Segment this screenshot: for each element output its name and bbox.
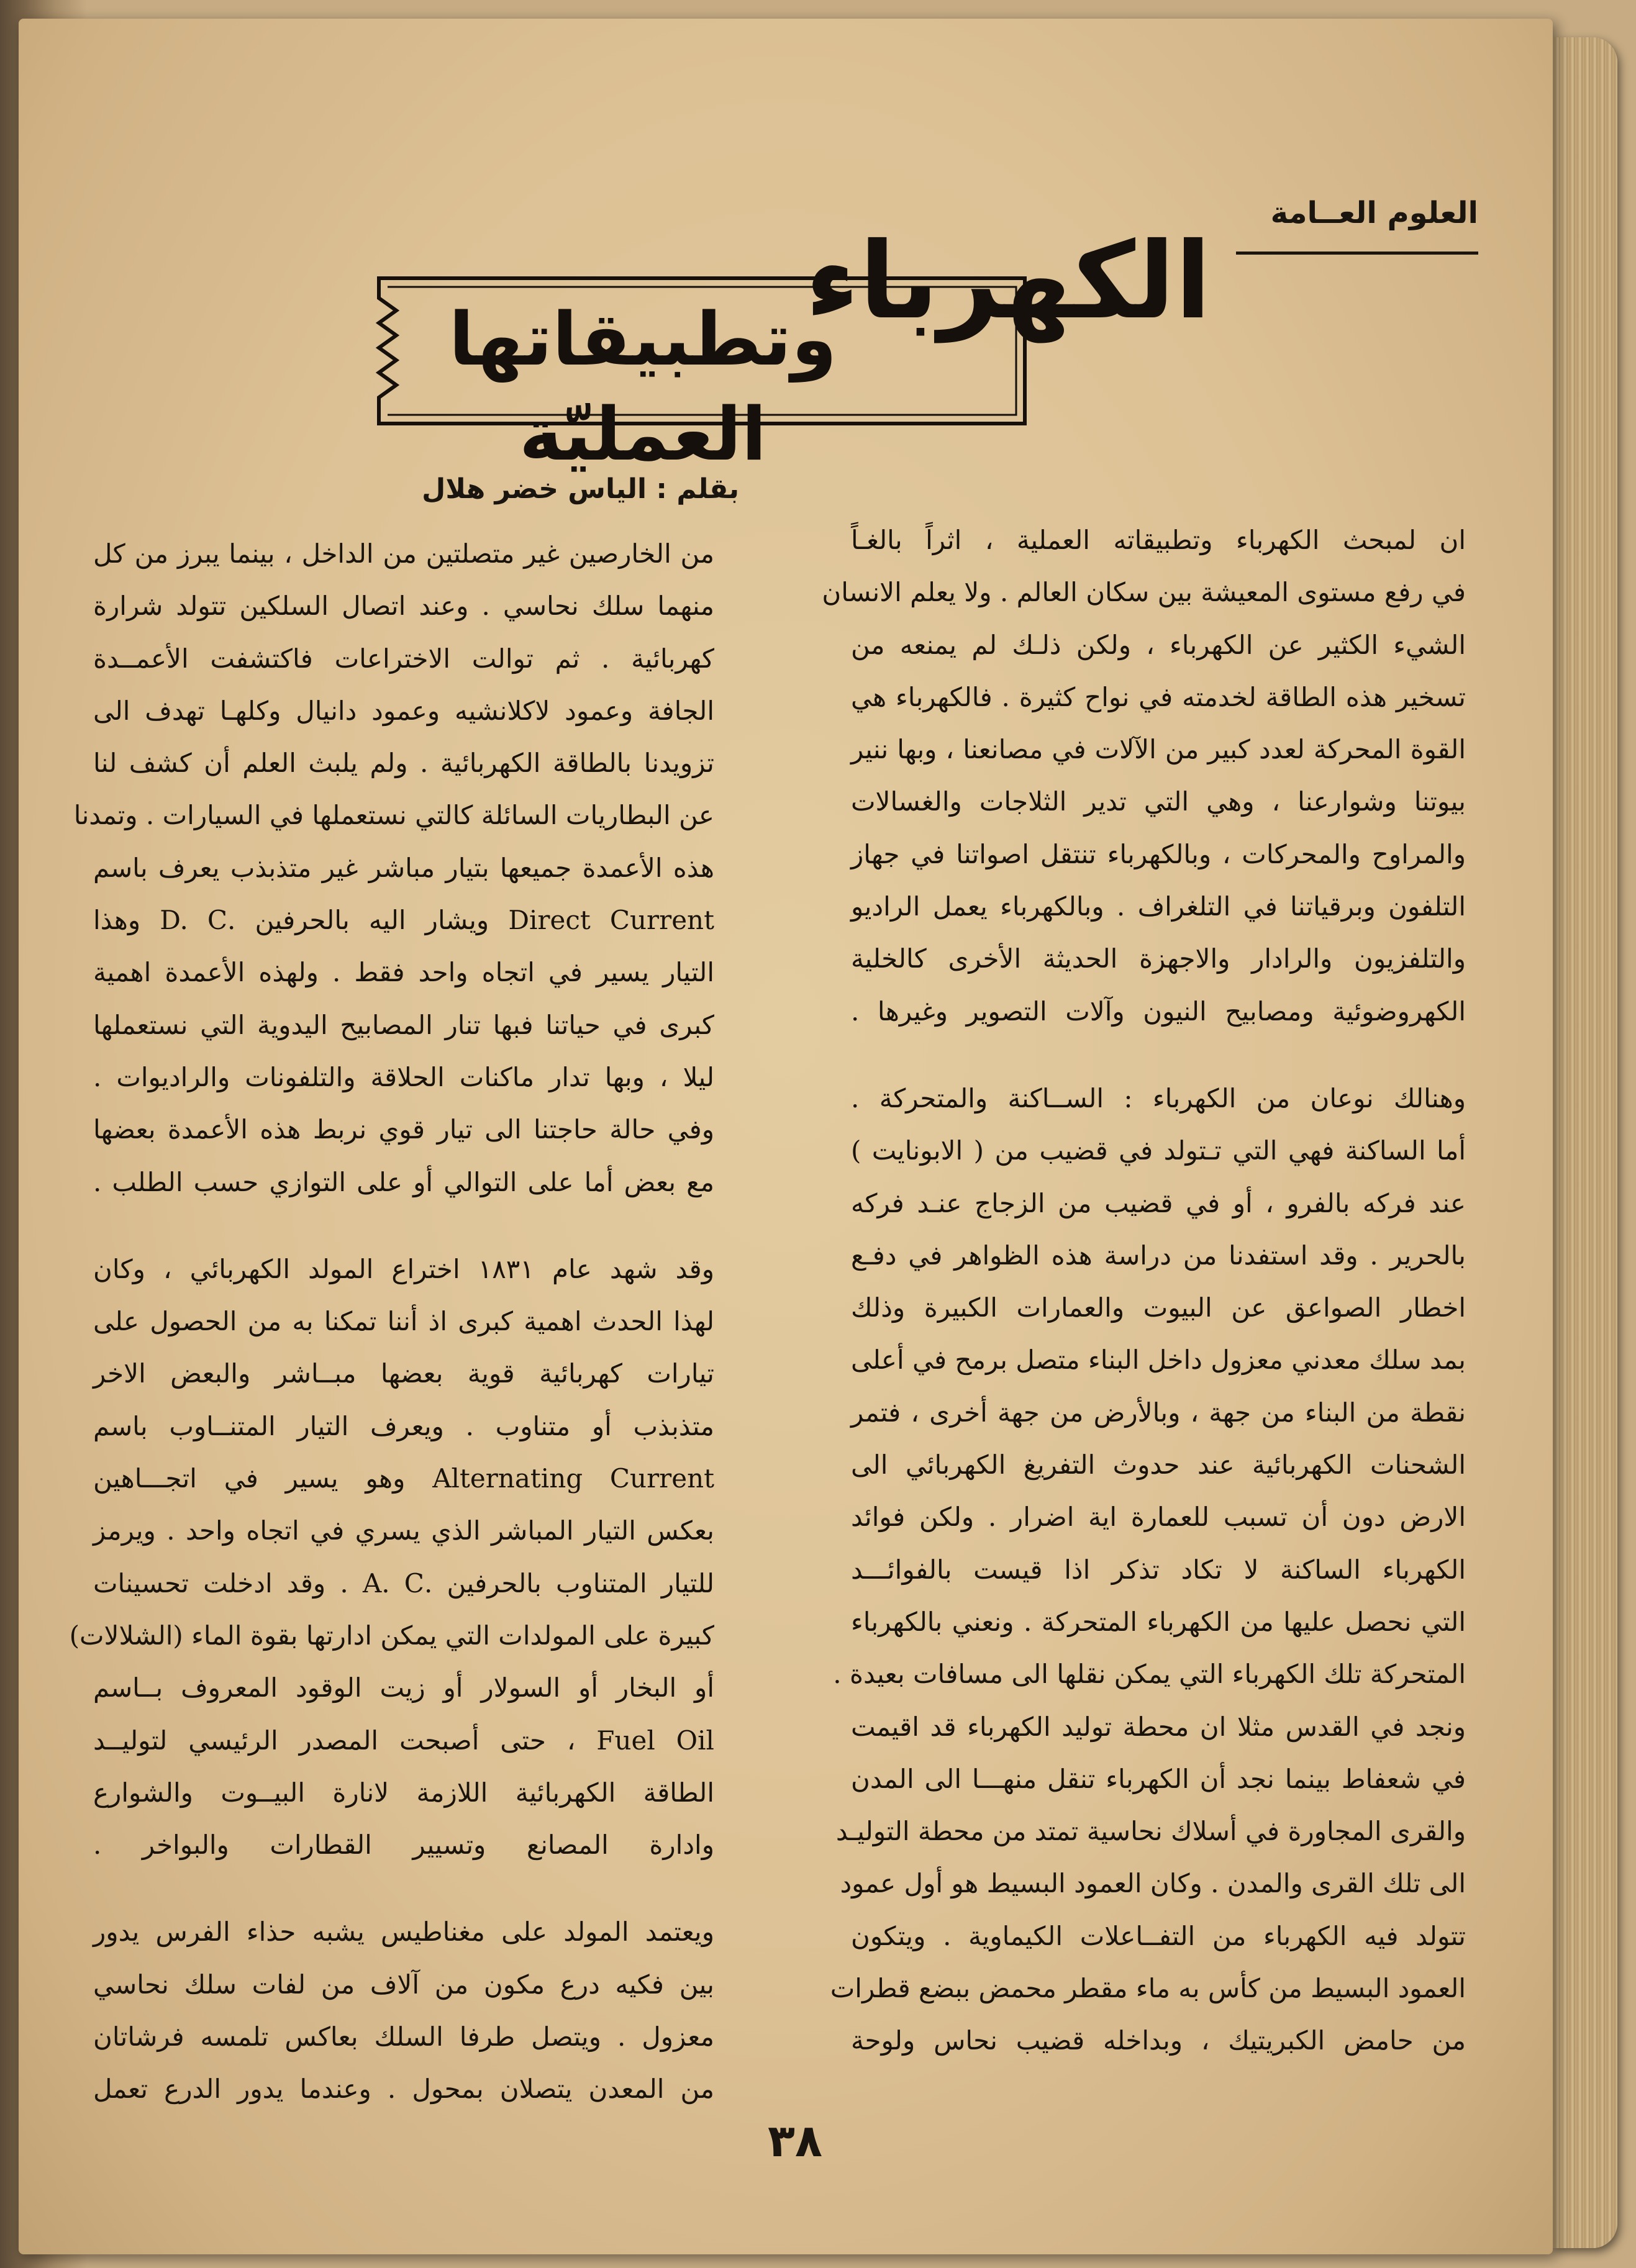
text-line: الجافة وعمود لاكلانشيه وعمود دانيال وكلهـا تهدف الى bbox=[93, 695, 714, 726]
text-line: للتيار المتناوب بالحرفين .A. C . وقد ادخلت تحسينات bbox=[93, 1567, 714, 1599]
text-line: تتولد فيه الكهرباء من التفــاعلات الكيماوية . ويتكون bbox=[851, 1920, 1466, 1951]
text-line: بالحرير . وقد استفدنا من دراسة هذه الظواهر في دفـع bbox=[851, 1240, 1466, 1271]
text-line: كبيرة على المولدات التي يمكن ادارتها بقوة الماء (الشلالات) bbox=[69, 1620, 714, 1651]
text-line: وقد شهد عام ١٨٣١ اختراع المولد الكهربائي ، وكان bbox=[93, 1253, 714, 1284]
text-line: القوة المحركة لعدد كبير من الآلات في مصانعنا ، وبها ننير bbox=[851, 734, 1466, 765]
text-line: كبرى في حياتنا فبها تنار المصابيح اليدوية التي نستعملها bbox=[93, 1009, 714, 1040]
text-line: اخطار الصواعق عن البيوت والعمارات الكبيرة وذلك bbox=[851, 1292, 1466, 1323]
text-line: الطاقة الكهربائية اللازمة لانارة البيــوت والشوارع bbox=[93, 1777, 714, 1808]
text-line: نقطة من البناء من جهة ، وبالأرض من جهة أخرى ، فتمر bbox=[851, 1397, 1466, 1428]
text-line: الشحنات الكهربائية عند حدوث التفريغ الكهربائي الى bbox=[851, 1449, 1466, 1481]
text-line: من الخارصين غير متصلتين من الداخل ، بينما يبرز من كل bbox=[93, 538, 714, 569]
paragraph-gap bbox=[93, 1209, 714, 1243]
page-number: ٣٨ bbox=[768, 2115, 822, 2167]
text-line: وهنالك نوعان من الكهرباء : الســاكنة والمتحركة . bbox=[851, 1082, 1466, 1114]
text-line: في شعفاط بينما نجد أن الكهرباء تنقل منهـــا الى المدن bbox=[851, 1763, 1466, 1794]
text-line: ان لمبحث الكهرباء وتطبيقاته العملية ، اثراً بالغـاً bbox=[851, 525, 1466, 555]
text-line: متذبذب أو متناوب . ويعرف التيار المتنــاوب باسم bbox=[93, 1410, 714, 1441]
text-line: في رفع مستوى المعيشة بين سكان العالم . ولا يعلم الانسان bbox=[822, 577, 1466, 608]
text-line: Fuel Oil ، حتى أصبحت المصدر الرئيسي لتوليــد bbox=[93, 1725, 714, 1756]
text-line: ليلا ، وبها تدار ماكنات الحلاقة والتلفونات والراديوات . bbox=[93, 1061, 714, 1092]
text-line: من حامض الكبريتيك ، وبداخله قضيب نحاس ولوحة bbox=[851, 2025, 1466, 2056]
text-line: أو البخار أو السولار أو زيت الوقود المعروف بــاسم bbox=[93, 1672, 714, 1703]
text-line: من المعدن يتصلان بمحول . وعندما يدور الدرع تعمل bbox=[93, 2074, 714, 2105]
text-line: بين فكيه درع مكون من آلاف من لفات سلك نحاسي bbox=[93, 1969, 714, 2000]
text-line: الشيء الكثير عن الكهرباء ، ولكن ذلـك لم يمنعه من bbox=[851, 629, 1466, 660]
text-line: تزويدنا بالطاقة الكهربائية . ولم يلبث العلم أن كشف لنا bbox=[93, 748, 714, 779]
text-line: الى تلك القرى والمدن . وكان العمود البسيط هو أول عمود bbox=[840, 1868, 1466, 1899]
text-line: كهربائية . ثم توالت الاختراعات فاكتشفت الأعمــدة bbox=[93, 643, 714, 674]
text-line: والقرى المجاورة في أسلاك نحاسية تمتد من محطة التوليـد bbox=[835, 1816, 1466, 1847]
text-line: هذه الأعمدة جميعها بتيار مباشر غير متذبذب يعرف باسم bbox=[93, 852, 714, 883]
article-title: الكهرباء bbox=[805, 220, 1211, 343]
section-label: العلوم العــامة bbox=[1270, 196, 1478, 230]
text-line: والتلفزيون والرادار والاجهزة الحديثة الأخرى كالخلية bbox=[851, 943, 1466, 974]
text-line: العمود البسيط من كأس به ماء مقطر محمض ببضع قطرات bbox=[830, 1973, 1466, 2004]
page-stack-edge bbox=[1553, 37, 1617, 2248]
text-line: التلفون وبرقياتنا في التلغراف . وبالكهرباء يعمل الراديو bbox=[851, 891, 1466, 922]
text-line: بعكس التيار المباشر الذي يسري في اتجاه واحد . ويرمز bbox=[93, 1515, 714, 1546]
text-line: التيار يسير في اتجاه واحد فقط . ولهذه الأعمدة اهمية bbox=[93, 957, 714, 988]
paragraph-gap bbox=[851, 1038, 1466, 1073]
text-line: الكهرباء الساكنة لا تكاد تذكر اذا قيست بالفوائـــد bbox=[851, 1554, 1466, 1585]
text-line: Alternating Current وهو يسير في اتجـــاهين bbox=[93, 1463, 715, 1494]
text-line: الكهروضوئية ومصابيح النيون وآلات التصوير وغيرها . bbox=[851, 996, 1466, 1027]
text-line: ويعتمد المولد على مغناطيس يشبه حذاء الفرس يدور bbox=[93, 1916, 714, 1948]
paragraph-gap bbox=[93, 1871, 714, 1906]
text-line: لهذا الحدث اهمية كبرى اذ أننا تمكنا به من الحصول على bbox=[93, 1306, 714, 1337]
text-line: بيوتنا وشوارعنا ، وهي التي تدير الثلاجات والغسالات bbox=[851, 786, 1466, 817]
text-line: Direct Current ويشار اليه بالحرفين .D. C وهذا bbox=[93, 905, 714, 936]
text-line: عن البطاريات السائلة كالتي نستعملها في السيارات . وتمدنا bbox=[73, 800, 714, 831]
text-line: مع بعض أما على التوالي أو على التوازي حسب الطلب . bbox=[93, 1166, 714, 1197]
right-column bbox=[822, 514, 1466, 2067]
text-line: منهما سلك نحاسي . وعند اتصال السلكين تتولد شرارة bbox=[93, 591, 714, 622]
text-line: بمد سلك معدني معزول داخل البناء متصل برمح في أعلى bbox=[851, 1345, 1466, 1376]
text-line: الارض دون أن تسبب للعمارة اية اضرار . ولكن فوائد bbox=[851, 1502, 1466, 1533]
left-column bbox=[69, 528, 715, 2116]
text-line: تيارات كهربائية قوية بعضها مبــاشر والبعض الاخر bbox=[93, 1358, 714, 1389]
text-line: ونجد في القدس مثلا ان محطة توليد الكهرباء قد اقيمت bbox=[851, 1711, 1466, 1742]
text-line: عند فركه بالفرو ، أو في قضيب من الزجاج عنـد فركه bbox=[851, 1187, 1466, 1218]
text-line: المتحركة تلك الكهرباء التي يمكن نقلها الى مسافات بعيدة . bbox=[833, 1659, 1466, 1690]
text-line: أما الساكنة فهي التي تـتولد في قضيب من ( الابونايت ) bbox=[851, 1135, 1466, 1166]
text-line: معزول . ويتصل طرفا السلك بعاكس تلمسه فرشاتان bbox=[93, 2021, 714, 2053]
text-line: تسخير هذه الطاقة لخدمته في نواح كثيرة . فالكهرباء هي bbox=[851, 681, 1466, 712]
text-line: والمراوح والمحركات ، وبالكهرباء تنتقل اصواتنا في جهاز bbox=[851, 838, 1466, 869]
byline: بقلم : الياس خضر هلال bbox=[422, 473, 739, 505]
section-rule bbox=[1236, 252, 1478, 255]
text-line: التي نحصل عليها من الكهرباء المتحركة . ونعني بالكهرباء bbox=[851, 1606, 1466, 1637]
article-subtitle: وتطبيقاتها العمليّة bbox=[448, 296, 837, 478]
text-line: وادارة المصانع وتسيير القطارات والبواخر . bbox=[93, 1830, 714, 1861]
text-line: وفي حالة حاجتنا الى تيار قوي نربط هذه الأعمدة بعضها bbox=[93, 1114, 714, 1145]
